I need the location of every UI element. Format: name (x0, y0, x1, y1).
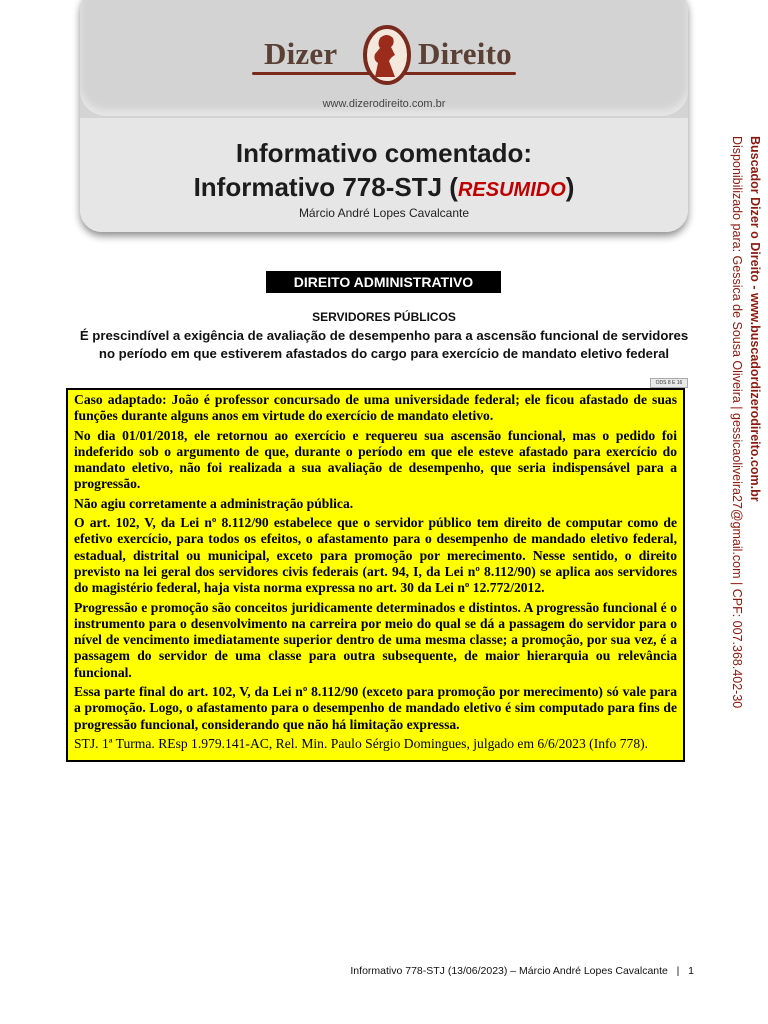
topic-title: SERVIDORES PÚBLICOS (312, 310, 456, 324)
section-label: DIREITO ADMINISTRATIVO (266, 271, 501, 293)
summary-paragraph: Essa parte final do art. 102, V, da Lei nº 8.112/90 (exceto para promoção por merecimento) só vale para a promoção. Logo, o afastamento para o desempenho de mandado eletivo é sim computado para fins de progressão funcional, considerando que não há limitação expressa. (74, 684, 677, 732)
logo (232, 24, 532, 90)
page-footer (350, 965, 694, 977)
logo-emblem-icon (362, 24, 412, 86)
citation: STJ. 1ª Turma. REsp 1.979.141-AC, Rel. Min. Paulo Sérgio Domingues, julgado em 6/6/2023 (Info 778). (74, 735, 649, 751)
page-number: 1 (688, 965, 694, 977)
watermark-line1: Buscador Dizer o Direito - www.buscadordizerodireito.com.br (748, 136, 762, 502)
page-title-line1: Informativo comentado: (235, 138, 533, 168)
headline: É prescindível a exigência de avaliação de desempenho para a ascensão funcional de servidores no período em que estiverem afastados do cargo para exercício de mandato eletivo federal (79, 328, 689, 361)
summary-paragraph: Caso adaptado: João é professor concursado de uma universidade federal; ele ficou afastado de suas funções durante alguns anos em virtude do exercício de mandato eletivo. (74, 392, 677, 424)
site-url[interactable]: www.dizerodireito.com.br (322, 98, 446, 110)
logo-word-left: Dizer (264, 36, 338, 71)
summary-box (66, 388, 685, 762)
ods-badge: ODS 8 E 16 (650, 378, 688, 388)
summary-paragraph: O art. 102, V, da Lei nº 8.112/90 estabelece que o servidor público tem direito de computar como de efetivo exercício, para todos os efeitos, o afastamento para o desempenho de mandado eletivo federal, estadual, distrital ou municipal, exceto para promoção por merecimento. Nesse sentido, o direito previsto na lei geral dos servidores civis federais (art. 94, I, da Lei nº 8.112/90) se aplica aos servidores do magistério federal, haja vista norma expressa no art. 30 da Lei nº 12.772/2012. (74, 515, 677, 596)
title-highlight: RESUMIDO (457, 179, 566, 201)
watermark-sidebar (722, 136, 766, 736)
footer-text: Informativo 778-STJ (13/06/2023) – Márcio André Lopes Cavalcante (350, 965, 668, 977)
title-suffix: ) (565, 172, 575, 202)
title-prefix: Informativo 778-STJ ( (193, 172, 458, 202)
author-name: Márcio André Lopes Cavalcante (298, 206, 470, 220)
page-title-line2 (0, 172, 768, 203)
summary-paragraph: Não agiu corretamente a administração pública. (74, 495, 354, 511)
summary-paragraph: Progressão e promoção são conceitos juridicamente determinados e distintos. A progressão funcional é o instrumento para o desenvolvimento na carreira por meio do qual se dá a passagem do servidor para o nível de vencimento imediatamente superior dentro de uma mesma classe; a promoção, por sua vez, é a passagem do servidor de uma classe para outra subsequente, de maior hierarquia ou relevância funcional. (74, 599, 677, 680)
footer-separator: | (670, 965, 686, 977)
watermark-line2: Disponibilizado para: Gessica de Sousa Oliveira | gessicaoliveira27@gmail.com | CPF: 007.368.402-30 (730, 136, 744, 709)
logo-word-right: Direito (418, 36, 512, 71)
summary-paragraph: No dia 01/01/2018, ele retornou ao exercício e requereu sua ascensão funcional, mas o pedido foi indeferido sob o argumento de que, durante o período em que ele esteve afastado para exercício do mandato eletivo, não foi realizada a sua avaliação de desempenho, que seria indispensável para a progressão. (74, 427, 677, 492)
